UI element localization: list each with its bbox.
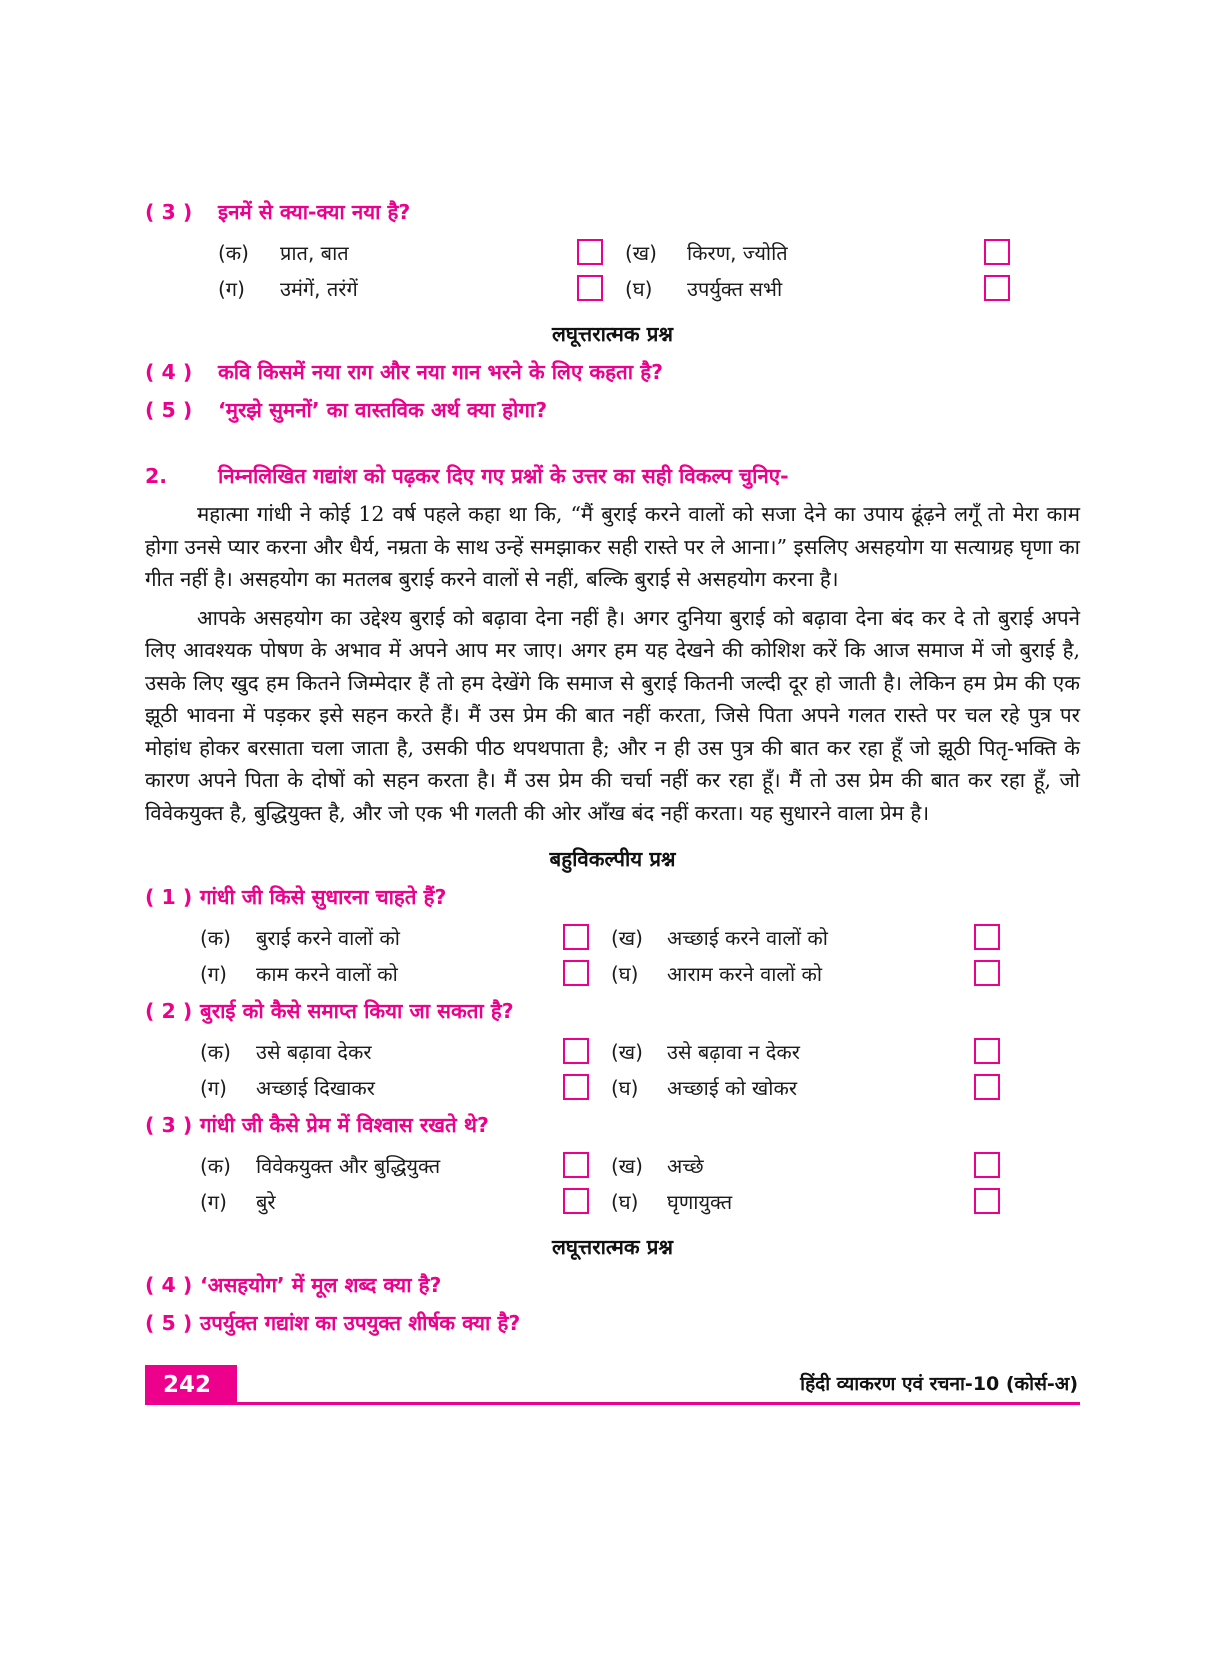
option-text: घृणायुक्त bbox=[667, 1189, 733, 1214]
mcq-question-2 bbox=[145, 995, 1080, 1103]
option-label: (ग) bbox=[200, 1189, 227, 1214]
option-text: उपर्युक्त सभी bbox=[687, 276, 783, 301]
mcq-question-3 bbox=[145, 1109, 1080, 1217]
option-text: उमंगें, तरंगें bbox=[280, 276, 358, 301]
option-label: (क) bbox=[200, 1153, 231, 1178]
option-text: बुरे bbox=[256, 1189, 276, 1214]
option-checkbox[interactable] bbox=[974, 1188, 1000, 1214]
option-text: उसे बढ़ावा देकर bbox=[256, 1039, 372, 1064]
page-number: 242 bbox=[163, 1372, 212, 1398]
question-number: ( 5 ) bbox=[145, 398, 193, 422]
option-kha bbox=[611, 1149, 1000, 1181]
option-checkbox[interactable] bbox=[563, 1074, 589, 1100]
question-text: ‘असहयोग’ में मूल शब्द क्या है? bbox=[200, 1273, 442, 1297]
option-checkbox[interactable] bbox=[974, 924, 1000, 950]
passage-paragraph-1: महात्मा गांधी ने कोई 12 वर्ष पहले कहा था कि, “मैं बुराई करने वालों को सजा देने का उपाय ढूंढ़ने लगूँ तो मेरा काम होगा उनसे प्यार करना और धैर्य, नम्रता के साथ उन्हें समझाकर सही रास्ते पर ले आना।” इसलिए असहयोग या सत्याग्रह घृणा का गीत नहीं है। असहयोग का मतलब बुराई करने वालों से नहीं, बल्कि बुराई से असहयोग करना है। bbox=[145, 502, 1080, 591]
question-text: इनमें से क्या-क्या नया है? bbox=[218, 200, 411, 224]
option-text: आराम करने वालों को bbox=[667, 961, 823, 986]
question-text: गांधी जी किसे सुधारना चाहते हैं? bbox=[200, 885, 447, 909]
question-number: ( 3 ) bbox=[145, 1113, 193, 1137]
option-ga bbox=[200, 1185, 589, 1217]
option-label: (क) bbox=[218, 240, 249, 265]
option-ga bbox=[200, 957, 589, 989]
option-text: बुराई करने वालों को bbox=[256, 925, 400, 950]
question-3-options bbox=[218, 236, 1010, 304]
option-label: (क) bbox=[200, 1039, 231, 1064]
option-checkbox[interactable] bbox=[984, 275, 1010, 301]
section2-question-5-line bbox=[145, 1307, 1080, 1339]
section-title-text: निम्नलिखित गद्यांश को पढ़कर दिए गए प्रश्नों के उत्तर का सही विकल्प चुनिए- bbox=[218, 464, 789, 488]
options-grid bbox=[200, 921, 1000, 989]
option-checkbox[interactable] bbox=[563, 1188, 589, 1214]
question-line bbox=[145, 995, 1080, 1027]
option-text: किरण, ज्योति bbox=[687, 240, 788, 265]
option-label: (ख) bbox=[611, 1153, 643, 1178]
page-footer bbox=[145, 1365, 1080, 1405]
option-checkbox[interactable] bbox=[563, 1038, 589, 1064]
option-checkbox[interactable] bbox=[974, 1038, 1000, 1064]
short-answer-heading: लघूत्तरात्मक प्रश्न bbox=[552, 322, 673, 346]
question-number: ( 5 ) bbox=[145, 1311, 193, 1335]
section2-question-4-line bbox=[145, 1269, 1080, 1301]
section-2-title bbox=[145, 460, 1080, 492]
option-label: (घ) bbox=[611, 1075, 639, 1100]
option-checkbox[interactable] bbox=[577, 239, 603, 265]
question-number: ( 4 ) bbox=[145, 360, 193, 384]
question-line bbox=[145, 881, 1080, 913]
book-title: हिंदी व्याकरण एवं रचना-10 (कोर्स-अ) bbox=[800, 1373, 1078, 1395]
option-label: (ग) bbox=[218, 276, 245, 301]
option-kha bbox=[611, 921, 1000, 953]
option-text: अच्छे bbox=[667, 1153, 704, 1178]
option-gha bbox=[611, 1071, 1000, 1103]
option-text: प्रात, बात bbox=[280, 240, 349, 265]
question-4-line bbox=[145, 356, 1080, 388]
question-text: ‘मुरझे सुमनों’ का वास्तविक अर्थ क्या होगा? bbox=[218, 398, 548, 422]
option-label: (ख) bbox=[625, 240, 657, 265]
option-checkbox[interactable] bbox=[974, 1152, 1000, 1178]
question-5-line bbox=[145, 394, 1080, 426]
option-kha bbox=[625, 236, 1010, 268]
option-label: (घ) bbox=[611, 961, 639, 986]
option-checkbox[interactable] bbox=[563, 960, 589, 986]
option-text: अच्छाई करने वालों को bbox=[667, 925, 828, 950]
option-checkbox[interactable] bbox=[577, 275, 603, 301]
option-text: काम करने वालों को bbox=[256, 961, 398, 986]
options-grid bbox=[200, 1035, 1000, 1103]
option-checkbox[interactable] bbox=[563, 924, 589, 950]
option-label: (क) bbox=[200, 925, 231, 950]
option-checkbox[interactable] bbox=[974, 1074, 1000, 1100]
option-label: (घ) bbox=[611, 1189, 639, 1214]
question-text: उपर्युक्त गद्यांश का उपयुक्त शीर्षक क्या है? bbox=[200, 1311, 521, 1335]
option-checkbox[interactable] bbox=[563, 1152, 589, 1178]
option-checkbox[interactable] bbox=[984, 239, 1010, 265]
page-number-badge bbox=[145, 1365, 237, 1405]
question-text: गांधी जी कैसे प्रेम में विश्वास रखते थे? bbox=[200, 1113, 489, 1137]
option-ka bbox=[200, 1149, 589, 1181]
option-text: अच्छाई को खोकर bbox=[667, 1075, 797, 1100]
option-ka bbox=[200, 921, 589, 953]
question-text: कवि किसमें नया राग और नया गान भरने के लिए कहता है? bbox=[218, 360, 663, 384]
question-text: बुराई को कैसे समाप्त किया जा सकता है? bbox=[200, 999, 514, 1023]
option-label: (ग) bbox=[200, 1075, 227, 1100]
option-ga bbox=[218, 272, 603, 304]
option-gha bbox=[611, 1185, 1000, 1217]
question-number: ( 4 ) bbox=[145, 1273, 193, 1297]
passage-paragraph-2: आपके असहयोग का उद्देश्य बुराई को बढ़ावा देना नहीं है। अगर दुनिया बुराई को बढ़ावा देना बंद कर दे तो बुराई अपने लिए आवश्यक पोषण के अभाव में अपने आप मर जाए। अगर हम यह देखने की कोशिश करें कि आज समाज में जो बुराई है, उसके लिए खुद हम कितने जिम्मेदार हैं तो हम देखेंगे कि समाज से बुराई कितनी जल्दी दूर हो जाती है। लेकिन हम प्रेम की एक झूठी भावना में पड़कर इसे सहन करते हैं। मैं उस प्रेम की बात नहीं करता, जिसे पिता अपने गलत रास्ते पर चल रहे पुत्र पर मोहांध होकर बरसाता चला जाता है, उसकी पीठ थपथपाता है; और न ही उस पुत्र की बात कर रहा हूँ जो झूठी पितृ-भक्ति के कारण अपने पिता के दोषों को सहन करता है। मैं उस प्रेम की चर्चा नहीं कर रहा हूँ। मैं तो उस प्रेम की बात कर रहा हूँ, जो विवेकयुक्त है, बुद्धियुक्त है, और जो एक भी गलती की ओर आँख बंद नहीं करता। यह सुधारने वाला प्रेम है। bbox=[145, 605, 1080, 825]
question-3-line bbox=[145, 196, 1080, 228]
short-answer-heading-2: लघूत्तरात्मक प्रश्न bbox=[552, 1235, 673, 1259]
option-ka bbox=[218, 236, 603, 268]
option-label: (ख) bbox=[611, 1039, 643, 1064]
question-number: ( 2 ) bbox=[145, 999, 193, 1023]
option-gha bbox=[611, 957, 1000, 989]
options-grid bbox=[200, 1149, 1000, 1217]
option-checkbox[interactable] bbox=[974, 960, 1000, 986]
option-gha bbox=[625, 272, 1010, 304]
option-text: उसे बढ़ावा न देकर bbox=[667, 1039, 800, 1064]
option-text: अच्छाई दिखाकर bbox=[256, 1075, 375, 1100]
question-line bbox=[145, 1109, 1080, 1141]
option-label: (ग) bbox=[200, 961, 227, 986]
option-ka bbox=[200, 1035, 589, 1067]
footer-right bbox=[237, 1370, 1080, 1405]
section-number: 2. bbox=[145, 464, 168, 488]
option-label: (घ) bbox=[625, 276, 653, 301]
mcq-heading: बहुविकल्पीय प्रश्न bbox=[549, 847, 676, 871]
option-kha bbox=[611, 1035, 1000, 1067]
mcq-question-1 bbox=[145, 881, 1080, 989]
option-label: (ख) bbox=[611, 925, 643, 950]
footer-rule bbox=[237, 1402, 1080, 1405]
option-text: विवेकयुक्त और बुद्धियुक्त bbox=[256, 1153, 441, 1178]
question-number: ( 3 ) bbox=[145, 200, 193, 224]
question-number: ( 1 ) bbox=[145, 885, 193, 909]
option-ga bbox=[200, 1071, 589, 1103]
